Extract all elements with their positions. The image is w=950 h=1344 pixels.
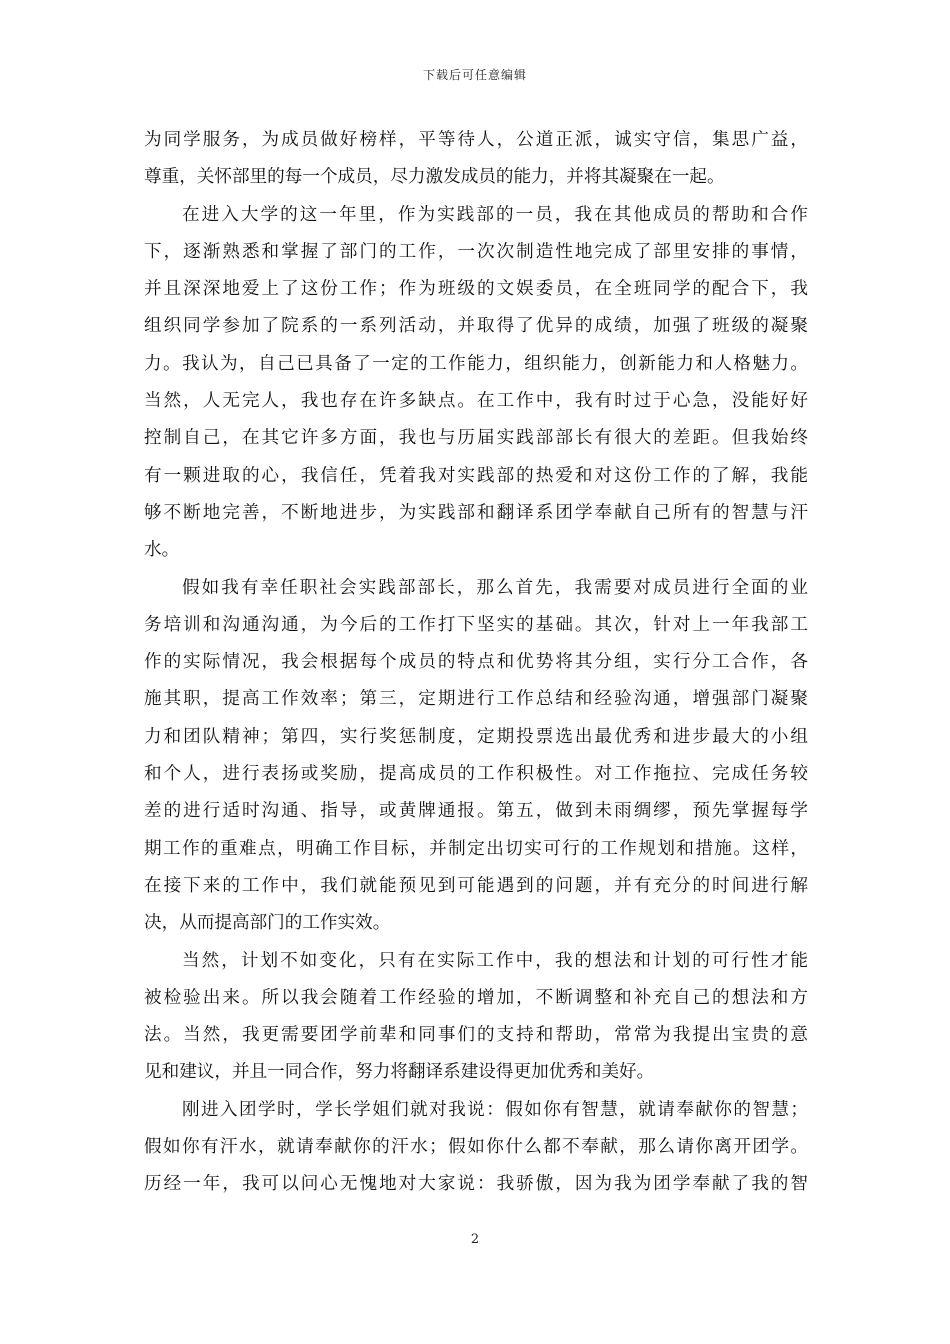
- page-number: 2: [470, 1232, 480, 1247]
- text-line: 务培训和沟通沟通，为今后的工作打下坚实的基础。其次，针对上一年我部工: [144, 614, 808, 635]
- text-line: 期工作的重难点，明确工作目标，并制定出切实可行的工作规划和措施。这样，: [144, 838, 808, 859]
- text-line: 施其职，提高工作效率；第三，定期进行工作总结和经验沟通，增强部门凝聚: [144, 689, 808, 710]
- text-line: 为同学服务，为成员做好榜样，平等待人，公道正派，诚实守信，集思广益，: [144, 130, 808, 150]
- text-line: 有一颗进取的心，我信任，凭着我对实践部的热爱和对这份工作的了解，我能: [144, 465, 808, 486]
- text-line: 并且深深地爱上了这份工作；作为班级的文娱委员，在全班同学的配合下，我: [144, 279, 808, 300]
- text-line: 决，从而提高部门的工作实效。: [144, 913, 391, 934]
- text-line: 力。我认为，自己已具备了一定的工作能力，组织能力，创新能力和人格魅力。: [144, 353, 808, 374]
- text-line: 被检验出来。所以我会随着工作经验的增加，不断调整和补充自己的想法和方: [144, 987, 808, 1008]
- text-line: 法。当然，我更需要团学前辈和同事们的支持和帮助，常常为我提出宝贵的意: [144, 1025, 808, 1046]
- text-line: 假如我有幸任职社会实践部部长，那么首先，我需要对成员进行全面的业: [182, 577, 808, 598]
- text-line: 见和建议，并且一同合作，努力将翻译系建设得更加优秀和美好。: [144, 1062, 655, 1083]
- text-line: 假如你有汗水，就请奉献你的汗水；假如你什么都不奉献，那么请你离开团学。: [144, 1137, 808, 1158]
- text-line: 下，逐渐熟悉和掌握了部门的工作，一次次制造性地完成了部里安排的事情，: [144, 241, 808, 262]
- text-line: 差的进行适时沟通、指导，或黄牌通报。第五，做到未雨绸缪，预先掌握每学: [144, 801, 808, 822]
- text-line: 当然，计划不如变化，只有在实际工作中，我的想法和计划的可行性才能: [182, 950, 808, 971]
- page-header: 下载后可任意编辑: [422, 68, 527, 82]
- text-line: 刚进入团学时，学长学姐们就对我说：假如你有智慧，就请奉献你的智慧；: [182, 1099, 808, 1120]
- text-line: 当然，人无完人，我也存在许多缺点。在工作中，我有时过于心急，没能好好: [144, 391, 808, 412]
- text-line: 组织同学参加了院系的一系列活动，并取得了优异的成绩，加强了班级的凝聚: [144, 316, 808, 337]
- text-line: 在进入大学的这一年里，作为实践部的一员，我在其他成员的帮助和合作: [182, 204, 808, 225]
- text-line: 力和团队精神；第四，实行奖惩制度，定期投票选出最优秀和进步最大的小组: [144, 726, 808, 747]
- text-line: 作的实际情况，我会根据每个成员的特点和优势将其分组，实行分工合作，各: [144, 652, 808, 673]
- text-line: 历经一年，我可以问心无愧地对大家说：我骄傲，因为我为团学奉献了我的智: [144, 1174, 808, 1195]
- text-line: 水。: [144, 540, 180, 561]
- text-line: 控制自己，在其它许多方面，我也与历届实践部部长有很大的差距。但我始终: [144, 428, 808, 449]
- text-line: 在接下来的工作中，我们就能预见到可能遇到的问题，并有充分的时间进行解: [144, 875, 808, 896]
- text-line: 够不断地完善，不断地进步，为实践部和翻译系团学奉献自己所有的智慧与汗: [144, 502, 808, 523]
- text-line: 和个人，进行表扬或奖励，提高成员的工作积极性。对工作拖拉、完成任务较: [144, 764, 808, 785]
- document-body: [144, 122, 808, 1204]
- text-line: 尊重，关怀部里的每一个成员，尽力激发成员的能力，并将其凝聚在一起。: [144, 167, 725, 188]
